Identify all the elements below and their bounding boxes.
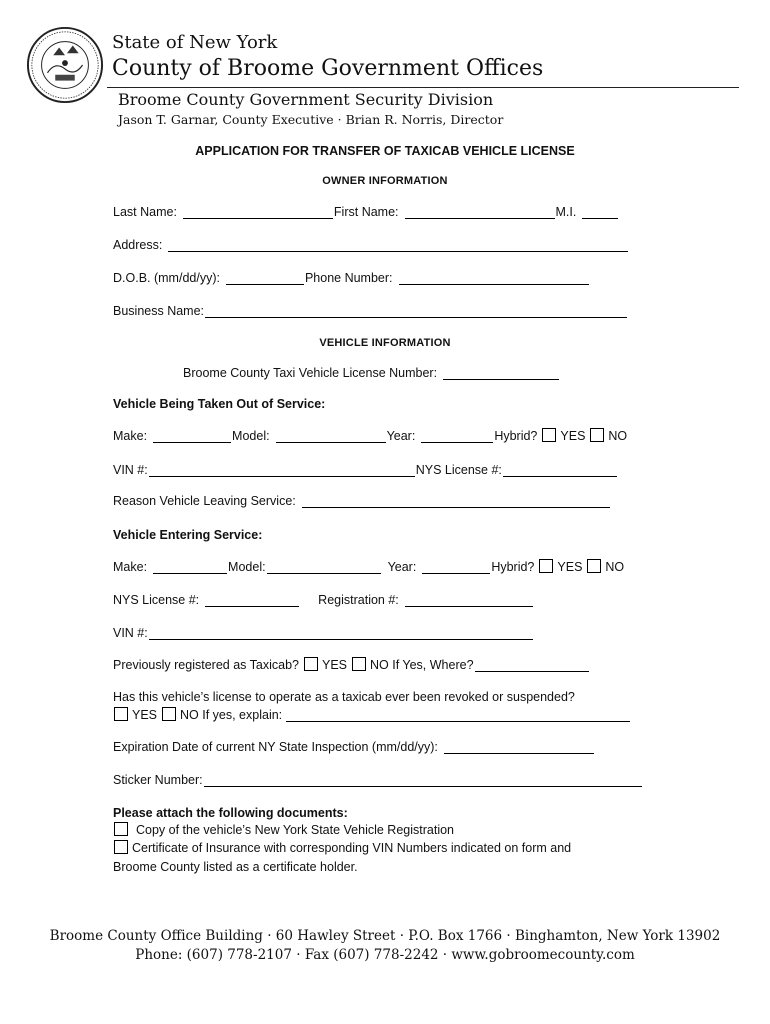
out-vin-row bbox=[113, 463, 618, 477]
reason-field[interactable] bbox=[302, 494, 610, 508]
out-model-label: Model: bbox=[232, 429, 270, 443]
taxi-license-label: Broome County Taxi Vehicle License Number: bbox=[183, 366, 438, 380]
prev-no-checkbox[interactable] bbox=[352, 657, 366, 671]
footer-contact: Phone: (607) 778-2107 · Fax (607) 778-2242 · www.gobroomecounty.com bbox=[135, 947, 635, 963]
out-make-model-row bbox=[113, 429, 627, 443]
revoked-explain-field[interactable] bbox=[286, 708, 630, 722]
out-vin-field[interactable] bbox=[149, 463, 415, 477]
attach-item-2 bbox=[109, 841, 571, 855]
first-name-label: First Name: bbox=[333, 205, 399, 219]
attach-item-1-label: Copy of the vehicle’s New York State Vehicle Registration bbox=[136, 823, 455, 837]
in-registration-label: Registration #: bbox=[318, 593, 399, 607]
reason-label: Reason Vehicle Leaving Service: bbox=[113, 494, 296, 508]
last-name-field[interactable] bbox=[183, 205, 333, 219]
in-year-label: Year: bbox=[387, 560, 417, 574]
footer-address: Broome County Office Building · 60 Hawley Street · P.O. Box 1766 · Binghamton, New York 13902 bbox=[49, 928, 721, 944]
inspection-field[interactable] bbox=[444, 740, 594, 754]
revoked-no-checkbox[interactable] bbox=[162, 707, 176, 721]
attach-item-1 bbox=[109, 823, 454, 837]
out-model-field[interactable] bbox=[276, 429, 386, 443]
out-hybrid-no-checkbox[interactable] bbox=[590, 428, 604, 442]
out-hybrid-yes-label: YES bbox=[560, 429, 586, 443]
phone-label: Phone Number: bbox=[304, 271, 393, 285]
prev-yes-label: YES bbox=[321, 658, 347, 672]
out-of-service-heading: Vehicle Being Taken Out of Service: bbox=[113, 397, 326, 411]
first-name-field[interactable] bbox=[405, 205, 555, 219]
sticker-row bbox=[113, 773, 643, 787]
prev-yes-checkbox[interactable] bbox=[304, 657, 318, 671]
vehicle-section-heading: VEHICLE INFORMATION bbox=[319, 337, 451, 349]
revoked-answer-row bbox=[109, 708, 631, 722]
in-hybrid-no-checkbox[interactable] bbox=[587, 559, 601, 573]
reason-row bbox=[113, 494, 611, 508]
in-model-label: Model: bbox=[228, 560, 266, 574]
address-label: Address: bbox=[113, 238, 163, 252]
in-year-field[interactable] bbox=[422, 560, 490, 574]
address-row bbox=[113, 238, 629, 252]
in-vin-row bbox=[113, 626, 534, 640]
revoked-no-label: NO If yes, explain: bbox=[180, 708, 283, 722]
last-name-label: Last Name: bbox=[113, 205, 177, 219]
in-make-field[interactable] bbox=[153, 560, 227, 574]
dob-phone-row bbox=[113, 271, 590, 285]
phone-field[interactable] bbox=[399, 271, 589, 285]
in-make-model-row bbox=[113, 560, 624, 574]
in-model-field[interactable] bbox=[267, 560, 381, 574]
out-year-field[interactable] bbox=[421, 429, 493, 443]
in-hybrid-yes-label: YES bbox=[557, 560, 583, 574]
dob-field[interactable] bbox=[226, 271, 304, 285]
attach-heading: Please attach the following documents: bbox=[113, 806, 348, 820]
attach-item-2-label: Certificate of Insurance with corresponding VIN Numbers indicated on form and bbox=[132, 841, 572, 855]
in-vin-field[interactable] bbox=[149, 626, 533, 640]
business-name-row bbox=[113, 304, 628, 318]
out-hybrid-no-label: NO bbox=[608, 429, 628, 443]
out-make-label: Make: bbox=[113, 429, 148, 443]
in-vin-label: VIN #: bbox=[113, 626, 148, 640]
taxi-license-field[interactable] bbox=[443, 366, 559, 380]
letterhead-divider bbox=[107, 87, 739, 88]
business-name-field[interactable] bbox=[205, 304, 627, 318]
out-make-field[interactable] bbox=[153, 429, 231, 443]
attach-item-2-continued: Broome County listed as a certificate holder. bbox=[113, 860, 358, 874]
address-field[interactable] bbox=[168, 238, 628, 252]
inspection-row bbox=[113, 740, 595, 754]
business-name-label: Business Name: bbox=[113, 304, 205, 318]
owner-section-heading: OWNER INFORMATION bbox=[322, 175, 448, 187]
prev-no-label: NO If Yes, Where? bbox=[370, 658, 474, 672]
attach-item-1-checkbox[interactable] bbox=[114, 822, 128, 836]
out-nys-license-field[interactable] bbox=[503, 463, 617, 477]
form-title: APPLICATION FOR TRANSFER OF TAXICAB VEHICLE LICENSE bbox=[195, 144, 575, 158]
in-nys-license-field[interactable] bbox=[205, 593, 299, 607]
mi-field[interactable] bbox=[582, 205, 618, 219]
taxi-license-row bbox=[183, 366, 560, 380]
revoked-yes-checkbox[interactable] bbox=[114, 707, 128, 721]
out-year-label: Year: bbox=[386, 429, 416, 443]
letterhead-county: County of Broome Government Offices bbox=[112, 56, 544, 81]
prev-registered-row bbox=[113, 658, 590, 672]
revoked-question: Has this vehicle’s license to operate as a taxicab ever been revoked or suspended? bbox=[113, 690, 575, 704]
in-license-registration-row bbox=[113, 593, 534, 607]
entering-service-heading: Vehicle Entering Service: bbox=[113, 528, 263, 542]
out-nys-license-label: NYS License #: bbox=[415, 463, 502, 477]
revoked-yes-label: YES bbox=[132, 708, 158, 722]
dob-label: D.O.B. (mm/dd/yy): bbox=[113, 271, 220, 285]
out-vin-label: VIN #: bbox=[113, 463, 148, 477]
in-hybrid-yes-checkbox[interactable] bbox=[539, 559, 553, 573]
in-nys-license-label: NYS License #: bbox=[113, 593, 200, 607]
sticker-label: Sticker Number: bbox=[113, 773, 203, 787]
letterhead-state: State of New York bbox=[112, 32, 278, 53]
in-make-label: Make: bbox=[113, 560, 148, 574]
attach-item-2-checkbox[interactable] bbox=[114, 840, 128, 854]
sticker-field[interactable] bbox=[204, 773, 642, 787]
mi-label: M.I. bbox=[555, 205, 577, 219]
in-registration-field[interactable] bbox=[405, 593, 533, 607]
letterhead-division: Broome County Government Security Division bbox=[118, 90, 494, 109]
in-hybrid-label: Hybrid? bbox=[491, 560, 535, 574]
letterhead-officials: Jason T. Garnar, County Executive · Brian R. Norris, Director bbox=[118, 112, 504, 127]
in-hybrid-no-label: NO bbox=[605, 560, 625, 574]
name-row bbox=[113, 205, 619, 219]
inspection-label: Expiration Date of current NY State Inspection (mm/dd/yy): bbox=[113, 740, 438, 754]
county-seal-logo bbox=[26, 26, 104, 104]
out-hybrid-label: Hybrid? bbox=[494, 429, 538, 443]
out-hybrid-yes-checkbox[interactable] bbox=[542, 428, 556, 442]
prev-registered-label: Previously registered as Taxicab? bbox=[113, 658, 299, 672]
prev-where-field[interactable] bbox=[475, 658, 589, 672]
